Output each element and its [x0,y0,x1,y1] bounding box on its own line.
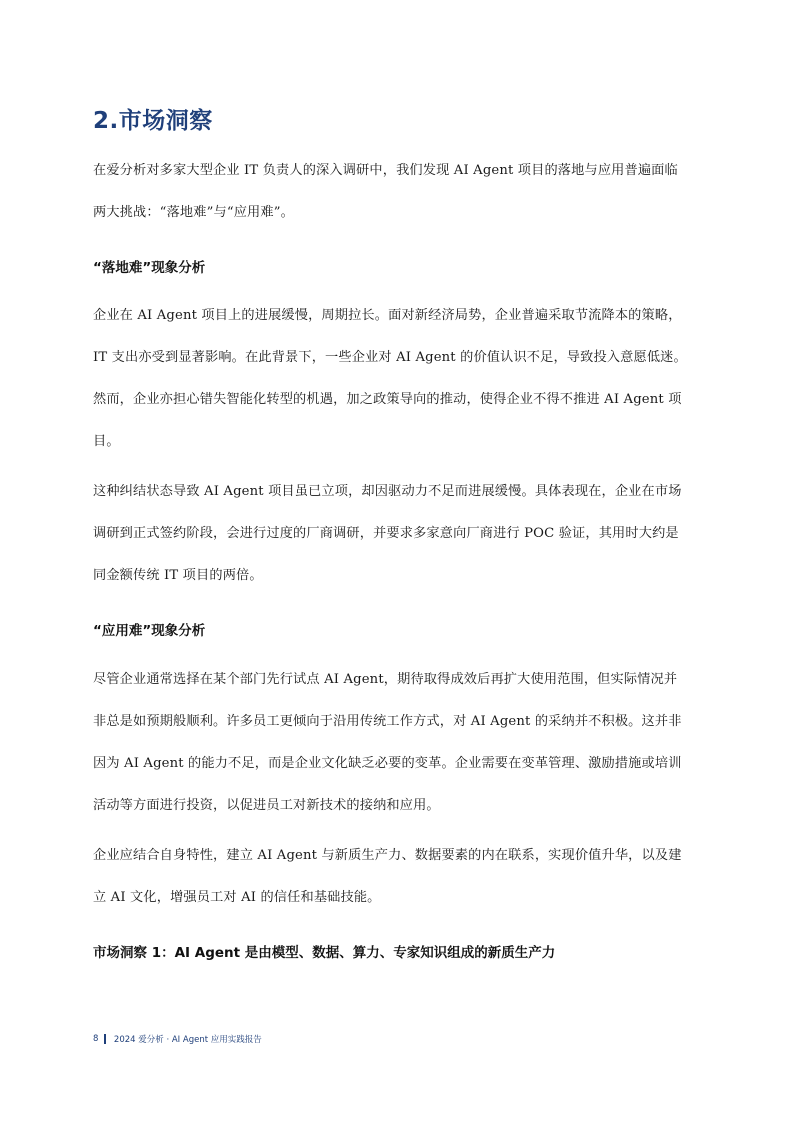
paragraph-line: 因为 AI Agent 的能力不足，而是企业文化缺乏必要的变革。企业需要在变革管理、激励措施或培训 [93,756,682,771]
paragraph-line: 然而，企业亦担心错失智能化转型的机遇，加之政策导向的推动，使得企业不得不推进 AI Agent 项 [93,392,682,407]
landing-difficulty-paragraph-1 [93,295,703,463]
paragraph-line: 这种纠结状态导致 AI Agent 项目虽已立项，却因驱动力不足而进展缓慢。具体表现在，企业在市场 [93,484,682,499]
market-insight-heading: 市场洞察 1：AI Agent 是由模型、数据、算力、专家知识组成的新质生产力 [93,945,556,961]
report-title: 2024 爱分析 · AI Agent 应用实践报告 [113,1035,262,1045]
page-number: 8 [93,1034,99,1044]
subsection-heading-landing-difficulty: “落地难”现象分析 [93,260,206,276]
paragraph-line: 在爱分析对多家大型企业 IT 负责人的深入调研中，我们发现 AI Agent 项目的落地与应用普遍面临 [93,163,678,178]
footer-divider [104,1034,106,1044]
section-title: 2.市场洞察 [93,108,213,134]
application-difficulty-paragraph-2 [93,835,703,919]
paragraph-line: 企业应结合自身特性，建立 AI Agent 与新质生产力、数据要素的内在联系，实现价值升华，以及建 [93,848,682,863]
paragraph-line: 企业在 AI Agent 项目上的进展缓慢，周期拉长。面对新经济局势，企业普遍采取节流降本的策略， [93,308,682,323]
landing-difficulty-paragraph-2 [93,471,703,597]
paragraph-line: 立 AI 文化，增强员工对 AI 的信任和基础技能。 [93,890,381,905]
paragraph-line: 两大挑战：“落地难”与“应用难”。 [93,205,294,220]
intro-paragraph [93,150,703,234]
paragraph-line: IT 支出亦受到显著影响。在此背景下，一些企业对 AI Agent 的价值认识不足，导致投入意愿低迷。 [93,350,687,365]
paragraph-line: 调研到正式签约阶段，会进行过度的厂商调研，并要求多家意向厂商进行 POC 验证，其用时大约是 [93,526,679,541]
paragraph-line: 非总是如预期般顺利。许多员工更倾向于沿用传统工作方式，对 AI Agent 的采纳并不积极。这并非 [93,714,682,729]
subsection-heading-application-difficulty: “应用难”现象分析 [93,623,206,639]
application-difficulty-paragraph-1 [93,659,703,827]
paragraph-line: 尽管企业通常选择在某个部门先行试点 AI Agent，期待取得成效后再扩大使用范围，但实际情况并 [93,672,678,687]
paragraph-line: 同金额传统 IT 项目的两倍。 [93,568,263,583]
paragraph-line: 目。 [93,434,120,449]
page-footer [93,1033,262,1045]
paragraph-line: 活动等方面进行投资，以促进员工对新技术的接纳和应用。 [93,798,440,813]
